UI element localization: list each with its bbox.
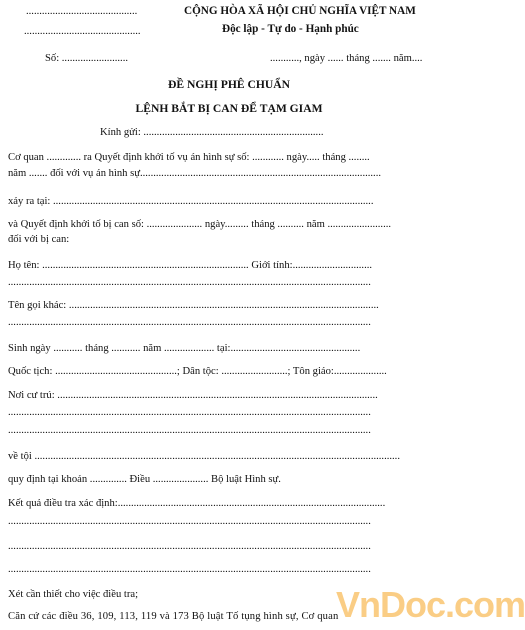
body-line-4: và Quyết định khởi tố bị can số: ..................... ngày......... tháng .......... năm ........................ (8, 219, 392, 230)
agency-line-2: ............................................ (24, 26, 141, 37)
body-line-9: ......................................................................................................................................... (8, 317, 371, 328)
body-line-18: ......................................................................................................................................... (8, 516, 371, 527)
body-line-19: ......................................................................................................................................... (8, 541, 371, 552)
recipient-line: Kính gửi: .................................................................... (100, 127, 324, 138)
body-line-20: ......................................................................................................................................... (8, 564, 371, 575)
document-number: Số: ......................... (45, 53, 128, 64)
country-name: CỘNG HÒA XÃ HỘI CHỦ NGHĨA VIỆT NAM (184, 5, 416, 17)
title-line-2: LỆNH BẮT BỊ CAN ĐỂ TẠM GIAM (135, 102, 323, 115)
body-line-7: ......................................................................................................................................... (8, 277, 371, 288)
watermark-text: VnDoc.com (336, 584, 525, 625)
motto: Độc lập - Tự do - Hạnh phúc (222, 23, 359, 35)
title-line-1: ĐỀ NGHỊ PHÊ CHUẨN (167, 78, 291, 91)
body-line-15: về tội .......................................................................................................................................... (8, 451, 400, 462)
date-line: ..........., ngày ...... tháng ....... năm.... (270, 53, 423, 64)
body-line-10: Sinh ngày ........... tháng ........... năm ................... tại:................................................. (8, 343, 361, 354)
body-line-12: Nơi cư trú: ......................................................................................................................... (8, 390, 378, 401)
body-line-13: ......................................................................................................................................... (8, 407, 371, 418)
agency-line-1: .......................................... (26, 6, 138, 17)
body-line-2: năm ....... đối với vụ án hình sự........................................................................................... (8, 168, 381, 179)
body-line-21: Xét cần thiết cho việc điều tra; (8, 589, 139, 600)
body-line-14: ......................................................................................................................................... (8, 425, 371, 436)
body-line-11: Quốc tịch: ..............................................; Dân tộc: .........................; Tôn giáo:.................... (8, 366, 387, 377)
body-line-6: Họ tên: .............................................................................. Giới tính:.............................. (8, 260, 373, 271)
body-line-5: đối với bị can: (8, 234, 70, 245)
body-line-3: xảy ra tại: ......................................................................................................................... (8, 196, 374, 207)
body-line-17: Kết quả điều tra xác định:..................................................................................................... (8, 498, 386, 509)
watermark-logo (336, 584, 525, 628)
body-line-22: Căn cứ các điều 36, 109, 113, 119 và 173 Bộ luật Tố tụng hình sự, Cơ quan (8, 611, 339, 622)
body-line-8: Tên gọi khác: ..................................................................................................................... (8, 300, 379, 311)
body-line-16: quy định tại khoản .............. Điều ..................... Bộ luật Hình sự. (8, 474, 281, 485)
body-line-1: Cơ quan ............. ra Quyết định khởi tố vụ án hình sự số: ............ ngày..... tháng ........ (8, 152, 370, 163)
